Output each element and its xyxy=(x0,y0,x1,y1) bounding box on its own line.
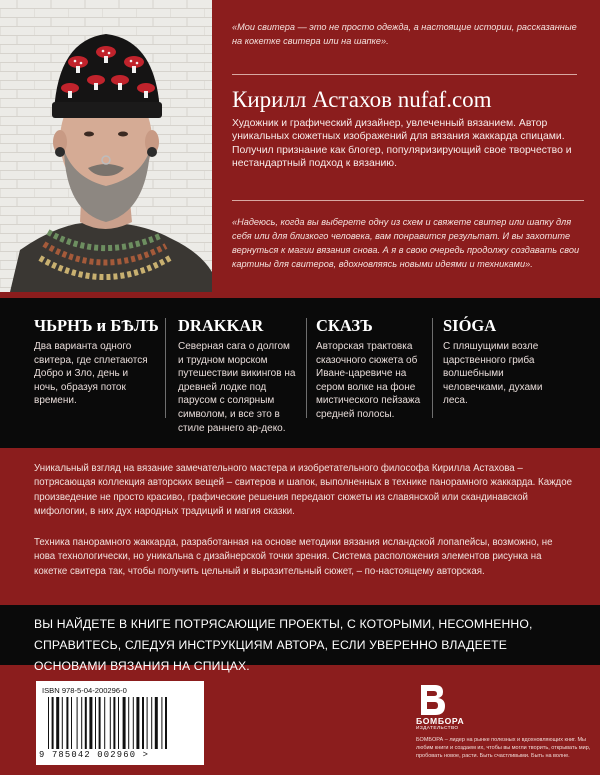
project-text: Два варианта одного свитера, где сплетаются Добро и Зло, день и ночь, образуя поток времени. xyxy=(34,341,148,407)
author-bio: Художник и графический дизайнер, увлеченный вязанием. Автор уникальных сюжетных изображений для вязания жаккарда спицами. Получил признание как блогер, популяризирующий свое творчество и нестандартный подход к вязанию. xyxy=(232,118,572,170)
projects-band xyxy=(0,298,600,448)
barcode-digits: 9 785042 002960 > xyxy=(39,750,150,760)
project-title: DRAKKAR xyxy=(178,316,264,335)
project-text: С пляшущими возле царственного гриба волшебными человечками, духами леса. xyxy=(443,341,543,407)
project-title: СКАЗЪ xyxy=(316,316,373,335)
project-chern-i-bel xyxy=(34,316,159,408)
author-quote-top: «Мои свитера — это не просто одежда, а настоящие истории, рассказанные на кокетке свитера или на шапке». xyxy=(232,22,577,46)
author-name: Кирилл Астахов xyxy=(232,87,392,112)
cta-band xyxy=(0,605,600,673)
author-site: nufaf.com xyxy=(397,87,492,112)
description-paragraph-1: Уникальный взгляд на вязание замечательного мастера и изобретательного философа Кирилла Астахова – потрясающая коллекция авторских вещей – свитеров и шапок, выполненных в технике панорамного жаккарда. Каждое произведение не просто красиво, графические решения передают сюжеты из славянской или скандинавской мифологии, в них дух народных традиций и магия сказки. xyxy=(34,463,572,518)
author-heading xyxy=(232,87,492,113)
project-drakkar xyxy=(178,316,296,435)
publisher-description: БОМБОРА – лидер на рынке полезных и вдохновляющих книг. Мы любим книги и создаем их, чтобы вы могли творить, открывать мир, пробовать новое, расти. Быть счастливыми. Быть на волне. xyxy=(416,737,591,759)
isbn-text: ISBN 978-5-04-200296-0 xyxy=(42,686,127,695)
project-separator xyxy=(306,318,307,418)
description-paragraph-2: Техника панорамного жаккарда, разработанная на основе методики вязания исландской лопапейсы, возможно, не нова технологически, но уникальна с дизайнерской точки зрения. Система расположения элементов рисунка на кокетке свитера так, чтобы получить цельный и выразительный сюжет, – по-настоящему авторская. xyxy=(34,537,553,577)
author-photo xyxy=(0,0,212,292)
bombora-logo-icon xyxy=(417,683,457,717)
barcode-block xyxy=(36,681,204,765)
barcode-bars xyxy=(46,697,196,749)
publisher-subtitle: ИЗДАТЕЛЬСТВО xyxy=(416,726,459,731)
project-text: Авторская трактовка сказочного сюжета об Иване-царевиче на сером волке на фоне мистического пейзажа средней полосы. xyxy=(316,341,421,420)
project-sioga xyxy=(443,316,561,408)
project-title: ЧЬРНЪ и БѢЛЪ xyxy=(34,316,159,335)
project-title: SIÓGA xyxy=(443,316,497,335)
cta-text: ВЫ НАЙДЕТЕ В КНИГЕ ПОТРЯСАЮЩИЕ ПРОЕКТЫ, С КОТОРЫМИ, НЕСОМНЕННО, СПРАВИТЕСЬ, СЛЕДУЯ ИНСТРУКЦИЯМ АВТОРА, ЕСЛИ УВЕРЕННО ВЛАДЕЕТЕ ОСНОВАМИ ВЯЗАНИЯ НА СПИЦАХ. xyxy=(34,617,533,673)
project-separator xyxy=(432,318,433,418)
project-separator xyxy=(165,318,166,418)
project-skaz xyxy=(316,316,426,422)
author-quote-middle: «Надеюсь, когда вы выберете одну из схем и свяжете свитер или шапку для себя или для близкого человека, вам понравится результат. И вы захотите вернуться к магии вязания снова. А я в свою очередь продолжу создавать свои картины для свитеров, вдохновляясь новыми идеями и техниками». xyxy=(232,217,580,269)
divider-middle xyxy=(232,200,584,201)
project-text: Северная сага о долгом и трудном морском путешествии викингов на древней лодке под парусом с солярным символом, и все это в стиле раннего ар-деко. xyxy=(178,341,296,434)
divider-top xyxy=(232,74,577,75)
publisher-name: БОМБОРА xyxy=(416,716,465,726)
